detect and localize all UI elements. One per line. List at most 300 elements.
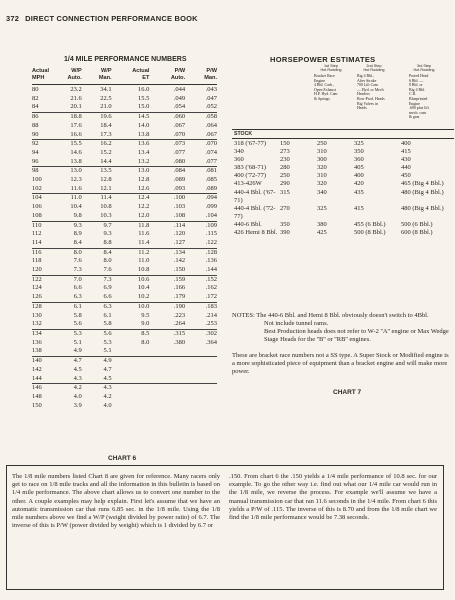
table-cell: .084 [153, 167, 187, 176]
hp-col-desc-3: Ported Head 6 Bbl. — 8 Bbl. or Big 4 Bbl. C.R. Blueprinted Engine .600 plus lift mech. cam & gear [409, 74, 429, 120]
table-row [32, 312, 217, 321]
table-cell: 10.4 [70, 203, 82, 211]
col-header-line: MPH [32, 74, 45, 81]
table-cell: 98 [32, 167, 54, 176]
table-cell: 7.0 [54, 275, 84, 284]
table-cell: 250 [317, 140, 327, 147]
table-row [32, 257, 217, 266]
table-cell: 114 [32, 238, 42, 246]
table-cell: 280 [280, 164, 290, 172]
table-cell: 360 [354, 156, 364, 164]
table-cell: 10.3 [100, 211, 112, 219]
table-cell: 325 [317, 204, 327, 212]
horsepower-table [232, 140, 452, 237]
table-cell: .108 [173, 211, 186, 219]
table-cell: .058 [187, 113, 217, 122]
table-cell: .049 [173, 94, 186, 102]
table-cell: 12.3 [70, 176, 82, 184]
table-cell: .047 [205, 94, 217, 102]
table-cell: .127 [173, 238, 186, 246]
table-cell: 11.8 [116, 221, 154, 230]
table-cell: 12.4 [116, 194, 154, 203]
table-cell: 21.6 [70, 94, 82, 102]
table-cell: .150 [173, 266, 186, 274]
table-cell: 440-4 Bbl. ('72-77) [234, 204, 276, 220]
table-cell [153, 375, 187, 384]
table-cell: 128 [32, 302, 54, 311]
table-cell: 6.3 [73, 293, 82, 301]
table-cell: 11.0 [138, 257, 150, 265]
table-cell: .081 [187, 167, 217, 176]
table-cell: 600 (8 Bbl.) [401, 229, 433, 237]
table-cell: 118 [32, 257, 42, 265]
table-cell: 320 [317, 180, 327, 188]
col-header-line: Man. [204, 74, 217, 81]
table-cell: .073 [153, 140, 187, 149]
performance-col-header [116, 68, 154, 85]
table-cell: 10.6 [116, 275, 154, 284]
table-cell: 4.3 [84, 384, 116, 393]
table-cell: 13.8 [70, 157, 82, 165]
table-row [232, 189, 452, 205]
table-cell: 136 [32, 338, 42, 346]
page-header [6, 14, 204, 23]
table-cell: 273 [280, 148, 290, 156]
table-cell: 9.8 [73, 211, 82, 219]
table-cell: .315 [153, 329, 187, 338]
table-cell: 86 [32, 113, 54, 122]
table-cell: 21.0 [100, 103, 112, 111]
hp-col-header-2: 2nd Step Hot Rodding [363, 64, 385, 73]
table-cell: 18.8 [54, 113, 84, 122]
table-cell: .109 [187, 221, 217, 230]
table-cell: 7.6 [103, 266, 112, 274]
table-cell: 23.2 [70, 86, 82, 93]
table-cell [153, 402, 187, 411]
table-cell: .067 [205, 130, 217, 138]
performance-table-title: 1/4 MILE PERFORMANCE NUMBERS [64, 56, 187, 63]
table-cell: .103 [173, 203, 186, 211]
explanation-left-column: The 1/8 mile numbers listed Chart 8 are given for reference. Many racers only get to race on 1/8 mile tracks and all the information in this bulletin is based on 1/4 mile performance. The above chart allows us to convert one number to the other. A couple examples may help explain. First let's assume that we have an automatic transmission car that runs 6.85 sec. in the 1/8 mile. Using the 1/8 mile numbers above we find a W/P (weight divided by power ratio) of 6.7. The inverse of this is P/W (power divided by weight) which is 1 divided by 6.7 or [12, 473, 220, 530]
table-cell: .214 [205, 311, 217, 319]
table-cell: 425 [317, 229, 327, 237]
table-cell: 6.6 [103, 293, 112, 301]
table-row [232, 156, 452, 164]
table-cell: 112 [32, 230, 42, 238]
table-row [232, 140, 452, 148]
table-cell [187, 402, 217, 411]
table-row [32, 122, 217, 131]
table-cell: 360 [234, 156, 244, 164]
table-cell: 11.6 [70, 184, 82, 192]
table-cell: 250 [280, 172, 290, 180]
table-cell: .115 [205, 230, 217, 238]
col-header-line: Auto. [67, 74, 82, 81]
table-cell: 350 [354, 148, 364, 156]
table-cell: 116 [32, 248, 54, 257]
table-cell: .043 [205, 86, 217, 93]
table-row [32, 329, 217, 338]
performance-table [32, 68, 217, 410]
table-cell: 4.7 [54, 357, 84, 366]
table-cell: 426 Hemi 8 Bbl. [234, 229, 278, 237]
table-cell: 13.2 [138, 157, 150, 165]
table-cell: 122 [32, 275, 54, 284]
table-cell: 34.1 [100, 86, 112, 93]
table-row [232, 172, 452, 180]
table-cell: 8.5 [116, 329, 154, 338]
table-cell: .364 [205, 338, 217, 346]
table-cell [116, 357, 154, 366]
table-cell: .060 [153, 113, 187, 122]
table-cell: 15.5 [54, 140, 84, 149]
table-cell: 88 [32, 121, 39, 129]
table-cell: 9.7 [84, 221, 116, 230]
table-cell: 8.0 [54, 248, 84, 257]
col-header-line: Actual [32, 68, 50, 74]
table-cell: 6.1 [54, 302, 84, 311]
table-cell: 140 [32, 357, 54, 366]
table-cell: 7.6 [73, 257, 82, 265]
page-number: 372 [6, 14, 20, 23]
table-cell: 5.1 [103, 347, 112, 355]
table-row [232, 164, 452, 172]
table-cell: 450 [401, 172, 411, 180]
hp-col-desc-2: Big 4 Bbl., After Stroke 700 Lift Cam — Hyd. or Mech Headers Bow-Prod. Heads Big Valves in Heads [357, 74, 385, 111]
table-cell: 390 [280, 229, 290, 237]
table-cell [116, 402, 154, 411]
table-cell: 9.0 [141, 320, 150, 328]
table-cell: 6.6 [73, 284, 82, 292]
table-cell: 310 [317, 172, 327, 180]
table-cell: 400 [354, 172, 364, 180]
table-row [32, 366, 217, 375]
table-cell: 96 [32, 157, 39, 165]
table-cell: 10.8 [100, 203, 112, 211]
table-cell: 5.3 [54, 329, 84, 338]
table-cell [116, 384, 154, 393]
table-cell: 106 [32, 203, 42, 211]
col-header-line: Actual [132, 68, 150, 74]
table-cell: 11.4 [138, 238, 150, 246]
table-cell [187, 347, 217, 356]
table-row [232, 229, 452, 237]
table-cell [153, 366, 187, 375]
table-cell: 90 [32, 130, 39, 138]
table-cell: .089 [173, 176, 186, 184]
table-row [32, 221, 217, 230]
table-cell: 94 [32, 148, 39, 156]
table-cell: 14.5 [116, 113, 154, 122]
table-cell [116, 347, 154, 356]
table-cell: 4.2 [103, 392, 112, 400]
table-cell: 8.0 [141, 338, 150, 346]
table-cell: 124 [32, 284, 42, 292]
table-cell: .190 [153, 302, 187, 311]
table-cell [153, 384, 187, 393]
table-cell: 500 (8 Bbl.) [354, 229, 386, 237]
note-1: The 440-6 Bbl. and Hemi 8 Bbl. obviously doesn't switch to 4Bbl. [256, 312, 429, 319]
table-cell: .172 [205, 293, 217, 301]
table-cell: .070 [173, 130, 186, 138]
table-row [32, 393, 217, 402]
table-cell: 11.0 [54, 194, 84, 203]
table-cell: 11.4 [84, 194, 116, 203]
table-cell: 3.9 [73, 401, 82, 409]
table-cell: 5.3 [103, 338, 112, 346]
table-cell: 10.0 [116, 302, 154, 311]
table-cell: 14.0 [138, 121, 150, 129]
table-cell: 380 [317, 220, 327, 228]
table-cell: 290 [280, 180, 290, 188]
table-cell: 455 (6 Bbl.) [354, 220, 386, 228]
table-row [32, 131, 217, 140]
table-cell: 310 [317, 148, 327, 156]
table-cell: .099 [205, 203, 217, 211]
table-cell: 22.5 [100, 94, 112, 102]
table-cell [116, 393, 154, 402]
table-cell: .134 [153, 248, 187, 257]
table-cell: .077 [173, 148, 186, 156]
hp-col-header-1: 1st Step Hot Rodding [320, 64, 342, 73]
table-cell: 13.6 [116, 140, 154, 149]
table-cell: .128 [187, 248, 217, 257]
table-cell: .044 [173, 86, 186, 93]
bracket-race-note: These are bracket race numbers not a SS type. A Super Stock or Modified engine is a more sophisticated piece of equipment than a bracket engine and will make more power. [232, 352, 449, 376]
table-cell: 4.2 [54, 384, 84, 393]
table-cell: .144 [205, 266, 217, 274]
table-cell: 440 [401, 164, 411, 172]
horsepower-title: HORSEPOWER ESTIMATES [270, 55, 376, 64]
table-cell: 13.0 [54, 167, 84, 176]
table-row [32, 203, 217, 212]
table-cell: 4.3 [73, 374, 82, 382]
note-1-line [232, 312, 452, 320]
table-cell: 4.9 [84, 357, 116, 366]
table-cell: 4.9 [73, 347, 82, 355]
table-row [32, 158, 217, 167]
table-cell: .264 [173, 320, 186, 328]
table-cell: 420 [354, 180, 364, 188]
table-cell [187, 366, 217, 375]
table-cell: 9.3 [54, 221, 84, 230]
table-cell: .302 [187, 329, 217, 338]
table-row [232, 148, 452, 156]
table-row [32, 293, 217, 302]
table-cell: 146 [32, 384, 54, 393]
table-cell: .380 [173, 338, 186, 346]
table-row [32, 284, 217, 293]
table-cell: 142 [32, 365, 42, 373]
chart-6-caption: CHART 6 [108, 455, 137, 462]
table-cell: .159 [153, 275, 187, 284]
table-cell: 318 ('67-77) [234, 140, 267, 147]
table-cell: .077 [205, 157, 217, 165]
performance-col-header [187, 68, 217, 85]
table-cell: 413-426W [234, 180, 262, 188]
table-row [32, 103, 217, 112]
table-cell: 120 [32, 266, 42, 274]
stock-label: STOCK [232, 129, 454, 139]
table-cell: 5.6 [84, 329, 116, 338]
table-cell: 430 [401, 156, 411, 164]
table-cell: 84 [32, 103, 39, 111]
table-cell: .223 [173, 311, 186, 319]
performance-col-header [54, 68, 84, 85]
table-cell: 12.8 [100, 176, 112, 184]
table-cell: .080 [173, 157, 186, 165]
table-row [32, 95, 217, 104]
table-cell: 440-4 Bbl. ('67-71) [234, 188, 276, 204]
col-header-line: W/P [101, 68, 112, 74]
table-cell: 8.4 [73, 238, 82, 246]
table-cell: .142 [173, 257, 186, 265]
table-cell: 6.1 [103, 311, 112, 319]
table-cell: 10.8 [138, 266, 150, 274]
col-header-line: W/P [71, 68, 82, 74]
table-row [32, 85, 217, 95]
performance-col-header [153, 68, 187, 85]
table-cell: 300 [317, 156, 327, 164]
table-cell: 320 [317, 164, 327, 172]
table-row [32, 149, 217, 158]
table-cell: 4.7 [103, 365, 112, 373]
table-cell: 13.5 [84, 167, 116, 176]
table-cell: 5.8 [73, 311, 82, 319]
performance-table-header [32, 68, 217, 85]
table-cell: 400 ('72-77) [234, 172, 267, 180]
table-cell: 134 [32, 329, 54, 338]
table-cell: 7.3 [73, 266, 82, 274]
table-cell: .094 [187, 194, 217, 203]
table-row [32, 239, 217, 248]
col-header-line: P/W [206, 68, 217, 74]
table-cell: 130 [32, 311, 42, 319]
table-row [232, 180, 452, 188]
table-cell: .074 [205, 148, 217, 156]
performance-col-header [84, 68, 116, 85]
explanation-right-column: .150. From chart 6 the .150 yields a 1/4 mile performance of 10.8 sec. for our example. To go the other way i.e. find out what our 1/4 mile car would run in the 1/8 mile, we reverse the process. For example we'll assume we have a manual transmission car that ran 11.6 seconds in the 1/4 mile. From chart 6 this yields a P/W of .115. The inverse of this is 8.70 and from the 1/8 mile chart we find the 1/8 mile performance would be 7.38 seconds. [229, 473, 437, 522]
table-cell: 104 [32, 194, 54, 203]
table-cell: .253 [205, 320, 217, 328]
table-cell [153, 347, 187, 356]
hp-col-desc-1: Bracket Race Engine 4 Bbl. Carb., Open Exhaust H.P. Hyd. Cam & Springs [314, 74, 338, 101]
table-cell: 11.6 [138, 230, 150, 238]
table-row [32, 339, 217, 348]
table-cell: 8.4 [84, 248, 116, 257]
table-cell: 14.6 [70, 148, 82, 156]
table-cell: 148 [32, 392, 42, 400]
table-cell: 16.0 [138, 86, 150, 93]
table-row [32, 176, 217, 185]
hp-notes [232, 312, 452, 344]
chart-7-caption: CHART 7 [333, 389, 362, 396]
table-cell: .122 [205, 238, 217, 246]
table-cell: 102 [32, 184, 42, 192]
table-cell: 14.4 [100, 157, 112, 165]
table-cell: 350 [280, 220, 290, 228]
table-row [32, 375, 217, 384]
table-cell: 500 (6 Bbl.) [401, 220, 433, 228]
col-header-line: ET [142, 74, 150, 81]
table-cell: 10.2 [138, 293, 150, 301]
table-cell: 6.9 [103, 284, 112, 292]
table-cell: 20.1 [70, 103, 82, 111]
table-cell [187, 384, 217, 393]
table-cell: 230 [280, 156, 290, 164]
table-cell: 15.5 [138, 94, 150, 102]
table-cell: .052 [205, 103, 217, 111]
table-cell: 405 [354, 164, 364, 172]
table-cell: .070 [187, 140, 217, 149]
table-cell: 80 [32, 86, 39, 93]
table-cell: 440-6 Bbl. [234, 220, 262, 228]
table-cell: .104 [205, 211, 217, 219]
table-cell: .152 [187, 275, 217, 284]
table-cell: .120 [173, 230, 186, 238]
notes-label: NOTES: [232, 312, 255, 319]
table-cell: 100 [32, 176, 42, 184]
table-row [32, 266, 217, 275]
table-row [32, 384, 217, 393]
table-cell: 383 ('68-71) [234, 164, 267, 172]
book-title: DIRECT CONNECTION PERFORMANCE BOOK [25, 14, 198, 23]
table-cell: 12.6 [138, 184, 150, 192]
col-header-line: Man. [98, 74, 112, 81]
table-cell: 138 [32, 347, 42, 355]
table-cell: .136 [205, 257, 217, 265]
table-cell [153, 357, 187, 366]
table-row [32, 402, 217, 411]
table-cell: 8.9 [73, 230, 82, 238]
table-cell: 18.4 [100, 121, 112, 129]
table-cell: 150 [32, 401, 42, 409]
table-cell: 400 [401, 140, 411, 147]
table-cell: 144 [32, 374, 42, 382]
table-cell: 16.2 [84, 140, 116, 149]
performance-col-header [32, 68, 54, 85]
table-cell: 4.5 [103, 374, 112, 382]
table-cell: 5.8 [103, 320, 112, 328]
table-cell: 325 [354, 140, 364, 147]
table-cell: .179 [173, 293, 186, 301]
table-cell: 15.2 [100, 148, 112, 156]
table-cell: 92 [32, 140, 54, 149]
table-row [32, 275, 217, 284]
table-cell: 17.3 [100, 130, 112, 138]
table-cell: 6.3 [84, 302, 116, 311]
table-cell: 13.4 [138, 148, 150, 156]
table-cell: 10.4 [138, 284, 150, 292]
table-cell: .100 [153, 194, 187, 203]
table-cell: 15.0 [138, 103, 150, 111]
table-cell: 110 [32, 221, 54, 230]
table-cell: 13.0 [116, 167, 154, 176]
table-cell: 340 [234, 148, 244, 156]
table-cell: 126 [32, 293, 42, 301]
table-cell: 4.5 [73, 365, 82, 373]
table-cell: 12.8 [138, 176, 150, 184]
table-cell: 11.2 [116, 248, 154, 257]
table-cell: .162 [205, 284, 217, 292]
table-row [32, 212, 217, 221]
table-cell [153, 393, 187, 402]
table-cell: 435 [354, 188, 364, 196]
table-cell: 270 [280, 204, 290, 212]
table-cell: 8.0 [103, 257, 112, 265]
table-cell: .114 [153, 221, 187, 230]
table-cell: 480 (Big 4 Bbl.) [401, 188, 444, 196]
